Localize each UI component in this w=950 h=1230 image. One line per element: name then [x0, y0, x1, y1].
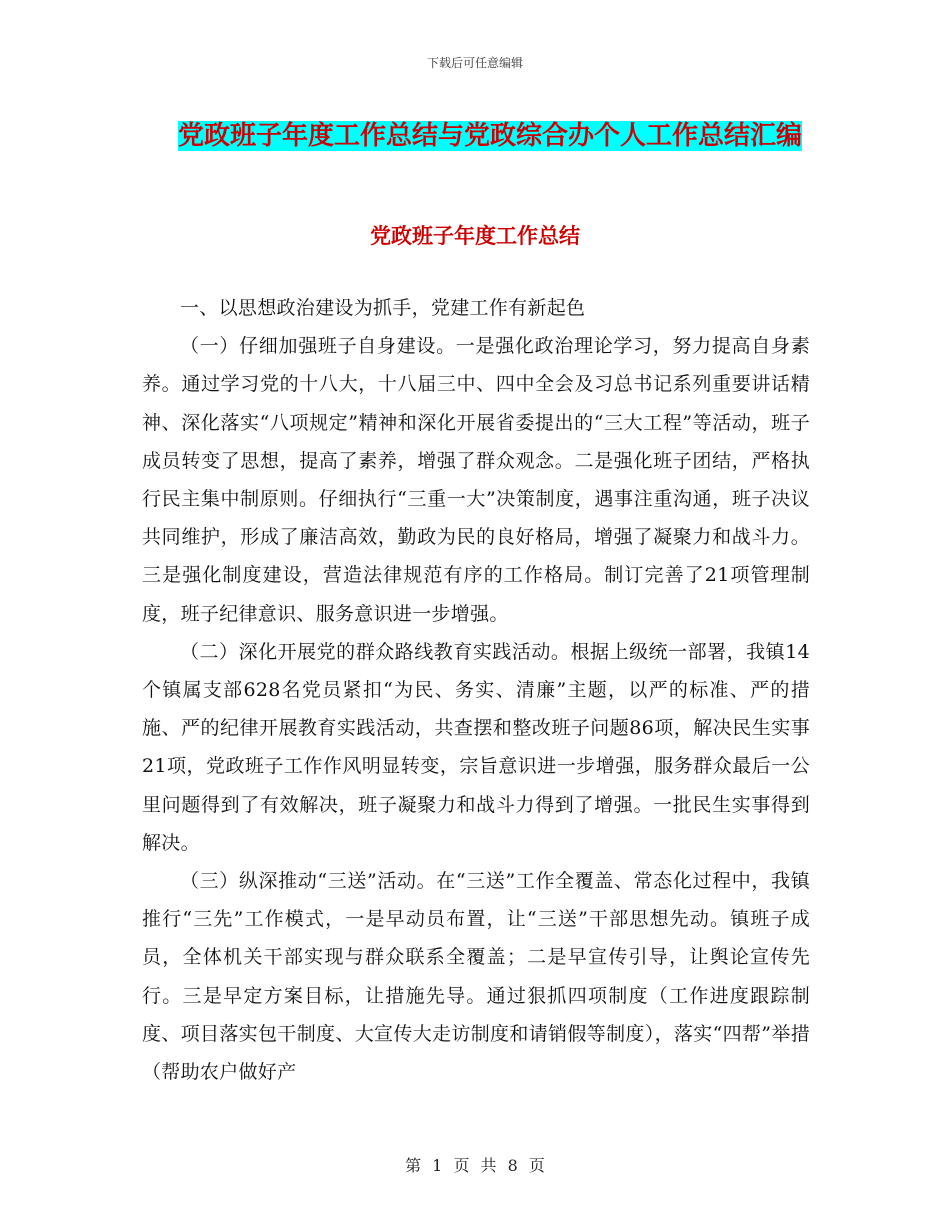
- header-note: 下载后可任意编辑: [426, 56, 523, 70]
- body-text: [142, 289, 810, 1091]
- paragraph-heading-1: 一、以思想政治建设为抓手，党建工作有新起色: [180, 297, 586, 319]
- page-footer: 第 1 页 共 8 页: [405, 1156, 545, 1175]
- document-title: [140, 112, 840, 160]
- paragraph-2: （二）深化开展党的群众路线教育实践活动。根据上级统一部署，我镇14个镇属支部628名党员紧扣“为民、务实、清廉”主题，以严的标准、严的措施、严的纪律开展教育实践活动，共查摆和整改班子问题86项，解决民生实事21项，党政班子工作作风明显转变，宗旨意识进一步增强，服务群众最后一公里问题得到了有效解决，班子凝聚力和战斗力得到了增强。一批民生实事得到解决。: [142, 640, 810, 854]
- section-title: 党政班子年度工作总结: [370, 223, 580, 248]
- paragraph-3: （三）纵深推动“三送”活动。在“三送”工作全覆盖、常态化过程中，我镇推行“三先”工作模式，一是早动员布置，让“三送”干部思想先动。镇班子成员，全体机关干部实现与群众联系全覆盖；二是早宣传引导，让舆论宣传先行。三是早定方案目标，让措施先导。通过狠抓四项制度（工作进度跟踪制度、项目落实包干制度、大宣传大走访制度和请销假等制度），落实“四帮”举措（帮助农户做好产: [142, 870, 810, 1084]
- document-title-highlight: 党政班子年度工作总结与党政综合办个人工作总结汇编: [177, 121, 802, 151]
- paragraph-1: （一）仔细加强班子自身建设。一是强化政治理论学习，努力提高自身素养。通过学习党的十八大，十八届三中、四中全会及习总书记系列重要讲话精神、深化落实“八项规定”精神和深化开展省委提出的“三大工程”等活动，班子成员转变了思想，提高了素养，增强了群众观念。二是强化班子团结，严格执行民主集中制原则。仔细执行“三重一大”决策制度，遇事注重沟通，班子决议共同维护，形成了廉洁高效，勤政为民的良好格局，增强了凝聚力和战斗力。三是强化制度建设，营造法律规范有序的工作格局。制订完善了21项管理制度，班子纪律意识、服务意识进一步增强。: [142, 335, 810, 625]
